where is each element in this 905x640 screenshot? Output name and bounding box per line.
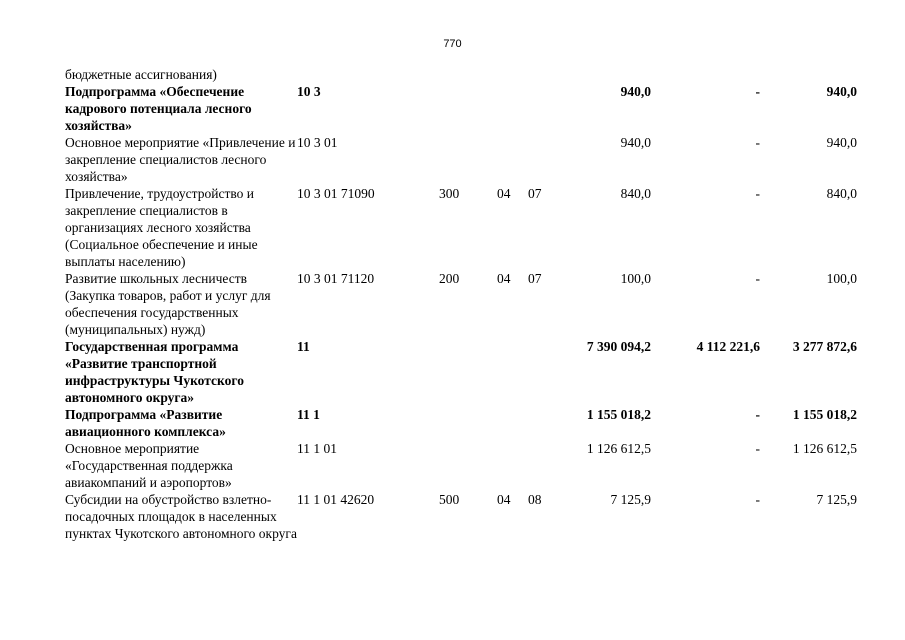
table-row [65,406,857,440]
federal-amount-cell: - [755,186,760,201]
federal-amount-cell: - [755,407,760,422]
regional-amount-cell: 840,0 [826,186,857,201]
target-article-code-cell: 11 1 01 [297,441,337,456]
target-article-code-cell: 11 1 01 42620 [297,492,375,507]
subsection-code-cell: 07 [528,271,542,286]
row-name-cell: Подпрограмма «Обеспечение кадрового потенциала лесного хозяйства» [65,84,252,133]
section-code-cell [497,338,528,406]
subsection-code-cell: 07 [528,186,542,201]
federal-amount-cell: - [755,492,760,507]
regional-amount-cell: 3 277 872,6 [792,339,857,354]
expense-type-code-cell [439,338,497,406]
table-row [65,66,857,83]
regional-amount-cell: 100,0 [826,271,857,286]
section-code-cell [497,83,528,134]
expense-type-code-cell: 300 [439,186,460,201]
expense-type-code-cell [439,83,497,134]
total-amount-cell: 1 155 018,2 [586,407,651,422]
section-code-cell [497,66,528,83]
row-name-cell: Развитие школьных лесничеств (Закупка товаров, работ и услуг для обеспечения государственных (муниципальных) нужд) [65,271,271,337]
total-amount-cell [558,66,651,83]
regional-amount-cell: 1 155 018,2 [792,407,857,422]
budget-table [65,66,857,542]
total-amount-cell: 7 390 094,2 [586,339,651,354]
target-article-code-cell: 10 3 01 [297,135,338,150]
federal-amount-cell: - [755,441,760,456]
target-article-code-cell: 10 3 01 71120 [297,271,375,286]
expense-type-code-cell [439,440,497,491]
row-name-cell: Подпрограмма «Развитие авиационного комплекса» [65,407,226,439]
target-article-code-cell: 11 1 [297,407,320,422]
subsection-code-cell [528,440,558,491]
subsection-code-cell [528,338,558,406]
section-code-cell: 04 [497,186,511,201]
section-code-cell [497,134,528,185]
federal-amount-cell [651,66,760,83]
section-code-cell: 04 [497,492,511,507]
total-amount-cell: 840,0 [620,186,651,201]
federal-amount-cell: - [755,84,760,99]
table-row [65,440,857,491]
total-amount-cell: 940,0 [620,135,651,150]
subsection-code-cell: 08 [528,492,542,507]
regional-amount-cell: 940,0 [826,84,857,99]
target-article-code-cell [297,66,439,83]
total-amount-cell: 7 125,9 [610,492,651,507]
target-article-code-cell: 11 [297,339,310,354]
subsection-code-cell [528,83,558,134]
regional-amount-cell: 7 125,9 [816,492,857,507]
subsection-code-cell [528,406,558,440]
total-amount-cell: 100,0 [620,271,651,286]
row-name-cell: Основное мероприятие «Привлечение и закрепление специалистов лесного хозяйства» [65,135,296,184]
federal-amount-cell: - [755,271,760,286]
federal-amount-cell: - [755,135,760,150]
row-name-cell: Субсидии на обустройство взлетно-посадочных площадок в населенных пунктах Чукотского автономного округа [65,492,297,541]
regional-amount-cell: 1 126 612,5 [792,441,857,456]
section-code-cell [497,406,528,440]
table-row [65,83,857,134]
table-row [65,491,857,542]
section-code-cell: 04 [497,271,511,286]
row-name-cell: Привлечение, трудоустройство и закрепление специалистов в организациях лесного хозяйства (Социальное обеспечение и иные выплаты населению) [65,186,258,269]
row-name-cell: Государственная программа «Развитие транспортной инфраструктуры Чукотского автономного округа» [65,339,244,405]
subsection-code-cell [528,134,558,185]
expense-type-code-cell [439,66,497,83]
page-number: 770 [443,38,462,50]
federal-amount-cell: 4 112 221,6 [696,339,760,354]
table-row [65,134,857,185]
table-row [65,185,857,270]
expense-type-code-cell: 500 [439,492,460,507]
regional-amount-cell: 940,0 [826,135,857,150]
total-amount-cell: 1 126 612,5 [586,441,651,456]
expense-type-code-cell: 200 [439,271,460,286]
budget-table-body [65,66,857,542]
subsection-code-cell [528,66,558,83]
section-code-cell [497,440,528,491]
expense-type-code-cell [439,134,497,185]
expense-type-code-cell [439,406,497,440]
table-row [65,270,857,338]
regional-amount-cell [760,66,857,83]
table-row [65,338,857,406]
row-name-cell: бюджетные ассигнования) [65,67,217,82]
row-name-cell: Основное мероприятие «Государственная поддержка авиакомпаний и аэропортов» [65,441,233,490]
total-amount-cell: 940,0 [620,84,651,99]
target-article-code-cell: 10 3 01 71090 [297,186,375,201]
target-article-code-cell: 10 3 [297,84,321,99]
